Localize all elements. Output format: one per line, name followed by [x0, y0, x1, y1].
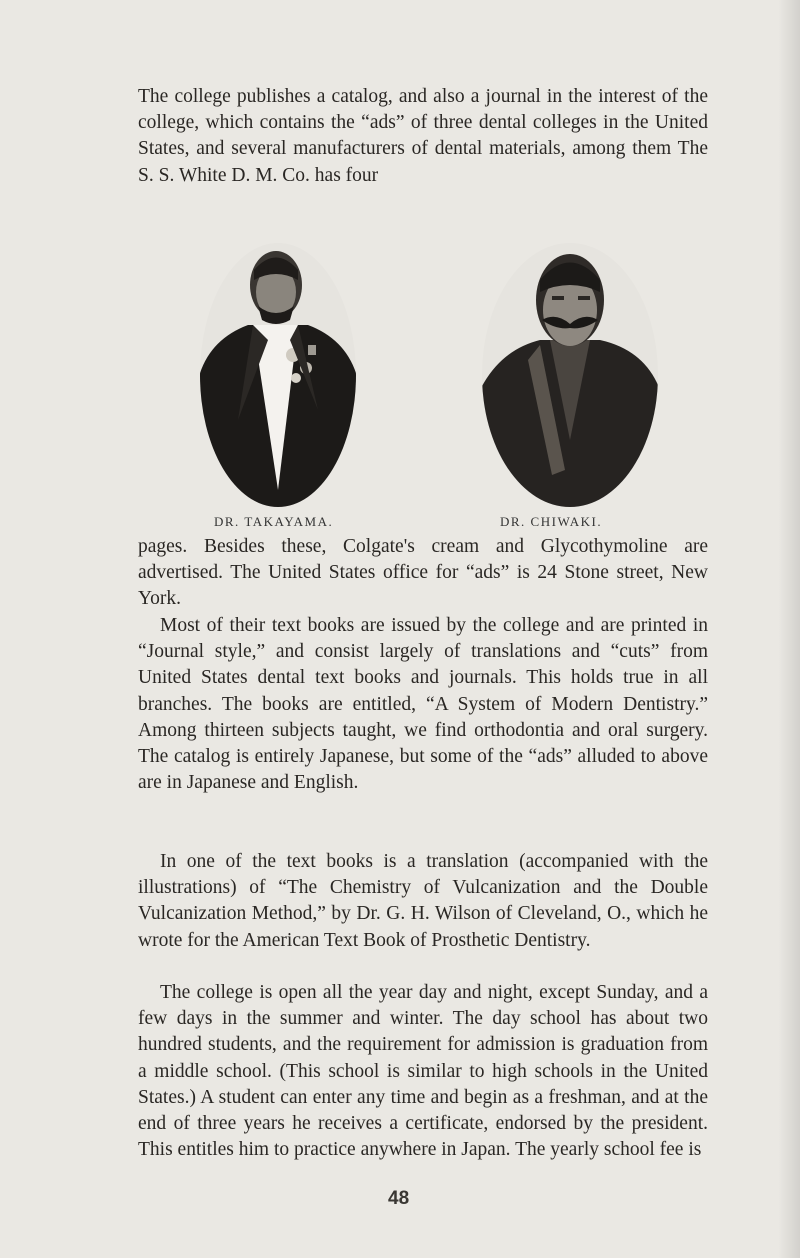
portrait-chiwaki — [480, 240, 660, 510]
portrait-takayama — [198, 240, 358, 510]
paragraph-3: Most of their text books are issued by the college and are printed in “Journal style,” and consist largely of translations and “cuts” from United States dental text books and journals. This holds true in all branches. The books are entitled, “A System of Modern Dentistry.” Among thirteen subjects taught, we find orthodontia and oral surgery. The catalog is entirely Japanese, but some of the “ads” alluded to above are in Japanese and English. — [138, 615, 708, 794]
caption-chiwaki: DR. CHIWAKI. — [500, 514, 603, 529]
portrait-takayama-image — [198, 240, 358, 510]
page-edge-shadow — [778, 0, 800, 1258]
paragraph-2: pages. Besides these, Colgate's cream and Glycothymoline are advertised. The United States office for “ads” is 24 Stone street, New York. — [138, 536, 708, 610]
caption-takayama: DR. TAKAYAMA. — [214, 514, 334, 529]
paragraph-1: The college publishes a catalog, and also a journal in the interest of the college, which contains the “ads” of three dental colleges in the United States, and several manufacturers of dental materials, among them The S. S. White D. M. Co. has four — [138, 86, 708, 186]
paragraph-4: In one of the text books is a translation (accompanied with the illustrations) of “The Chemistry of Vulcanization and the Double Vulcanization Method,” by Dr. G. H. Wilson of Cleveland, O., which he wrote for the American Text Book of Prosthetic Dentistry. — [138, 851, 708, 951]
portrait-chiwaki-image — [480, 240, 660, 510]
paragraph-5: The college is open all the year day and night, except Sunday, and a few days in the summer and winter. The day school has about two hundred students, and the requirement for admission is graduation from a middle school. (This school is similar to high schools in the United States.) A student can enter any time and begin as a freshman, and at the end of three years he receives a certificate, endorsed by the president. This entitles him to practice anywhere in Japan. The yearly school fee is — [138, 982, 708, 1161]
page-number: 48 — [388, 1188, 410, 1209]
